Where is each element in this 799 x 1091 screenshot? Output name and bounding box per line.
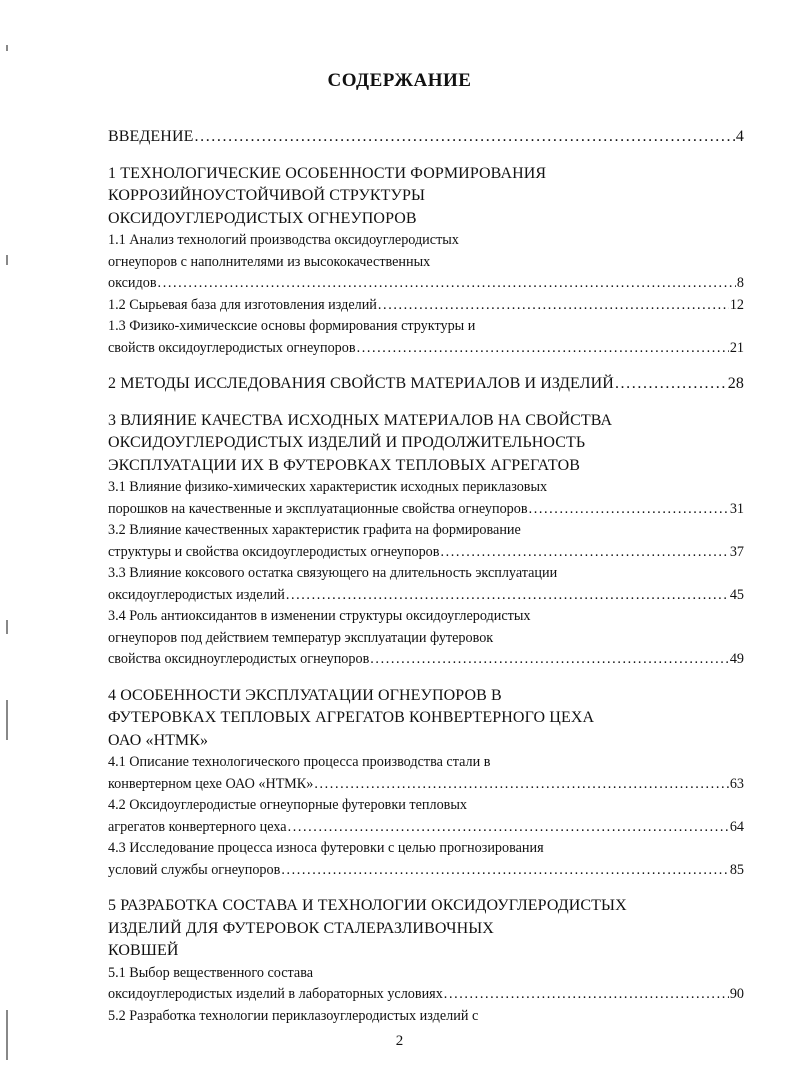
table-of-contents bbox=[108, 126, 744, 1027]
toc-entry-chapter-2[interactable] bbox=[108, 373, 744, 396]
chapter-3-heading-line: ЭКСПЛУАТАЦИИ ИХ В ФУТЕРОВКАХ ТЕПЛОВЫХ АГРЕГАТОВ bbox=[108, 456, 581, 474]
toc-page-number: 21 bbox=[729, 339, 744, 356]
leader-dots bbox=[357, 338, 729, 360]
scan-speck bbox=[6, 45, 8, 51]
toc-entry-3-4[interactable] bbox=[108, 649, 744, 671]
toc-entry-text: ВВЕДЕНИЕ bbox=[108, 128, 194, 145]
chapter-4-heading-line: 4 ОСОБЕННОСТИ ЭКСПЛУАТАЦИИ ОГНЕУПОРОВ В bbox=[108, 686, 502, 704]
chapter-5-heading-line: КОВШЕЙ bbox=[108, 942, 179, 959]
toc-entry-line: 1.1 Анализ технологий производства оксидоуглеродистых bbox=[108, 232, 459, 248]
chapter-3-heading-line: 3 ВЛИЯНИЕ КАЧЕСТВА ИСХОДНЫХ МАТЕРИАЛОВ НА СВОЙСТВА bbox=[108, 411, 613, 429]
toc-entry-text: оксидоуглеродистых изделий в лабораторных условиях bbox=[108, 986, 443, 1002]
leader-dots bbox=[444, 984, 729, 1006]
toc-entry-line: 5.1 Выбор вещественного состава bbox=[108, 964, 314, 981]
leader-dots bbox=[158, 273, 736, 295]
toc-page-number: 28 bbox=[727, 375, 744, 392]
page-title: СОДЕРЖАНИЕ bbox=[327, 70, 472, 91]
toc-entry-text: структуры и свойства оксидоуглеродистых огнеупоров bbox=[108, 543, 440, 560]
chapter-1-heading-line: КОРРОЗИЙНОУСТОЙЧИВОЙ СТРУКТУРЫ bbox=[108, 187, 426, 204]
toc-entry-line: 4.1 Описание технологического процесса производства стали в bbox=[108, 754, 491, 770]
toc-page-number: 49 bbox=[729, 651, 744, 667]
toc-entry-intro[interactable] bbox=[108, 126, 744, 149]
toc-page-number: 90 bbox=[729, 986, 744, 1002]
toc-entry-line: 3.2 Влияние качественных характеристик графита на формирование bbox=[108, 522, 521, 538]
chapter-5-heading-line: 5 РАЗРАБОТКА СОСТАВА И ТЕХНОЛОГИИ ОКСИДОУГЛЕРОДИСТЫХ bbox=[108, 897, 627, 914]
toc-page-number: 37 bbox=[729, 543, 744, 560]
toc-entry-3-3[interactable] bbox=[108, 585, 744, 607]
toc-page-number: 31 bbox=[729, 500, 744, 517]
leader-dots bbox=[286, 585, 729, 607]
toc-entry-4-3[interactable] bbox=[108, 860, 744, 882]
toc-entry-line: 3.3 Влияние коксового остатка связующего на длительность эксплуатации bbox=[108, 565, 558, 581]
toc-entry-line: огнеупоров под действием температур эксплуатации футеровок bbox=[108, 629, 494, 646]
toc-entry-text: оксидов bbox=[108, 275, 157, 291]
toc-entry-text: условий службы огнеупоров bbox=[108, 861, 281, 878]
leader-dots bbox=[281, 860, 729, 882]
toc-entry-text: 1.2 Сырьевая база для изготовления изделий bbox=[108, 296, 377, 313]
toc-entry-line: 4.2 Оксидоуглеродистые огнеупорные футеровки тепловых bbox=[108, 797, 467, 813]
leader-dots bbox=[195, 126, 735, 149]
toc-page-number: 12 bbox=[729, 296, 744, 313]
leader-dots bbox=[529, 499, 729, 521]
toc-entry-text: оксидоуглеродистых изделий bbox=[108, 586, 285, 603]
toc-entry-line: 1.3 Физико-химическсие основы формирования структуры и bbox=[108, 318, 476, 334]
toc-page-number: 85 bbox=[729, 861, 744, 878]
toc-entry-5-1[interactable] bbox=[108, 984, 744, 1006]
leader-dots bbox=[615, 373, 727, 396]
toc-entry-4-1[interactable] bbox=[108, 774, 744, 796]
chapter-4-heading-line: ОАО «НТМК» bbox=[108, 731, 209, 749]
toc-entry-4-2[interactable] bbox=[108, 817, 744, 839]
toc-entry-line: 4.3 Исследование процесса износа футеровки с целью прогнозирования bbox=[108, 840, 544, 856]
toc-page-number: 63 bbox=[729, 775, 744, 792]
toc-entry-line: 5.2 Разработка технологии периклазоуглеродистых изделий с bbox=[108, 1007, 479, 1024]
page-number: 2 bbox=[395, 1033, 404, 1049]
toc-page-number: 4 bbox=[735, 128, 744, 145]
leader-dots bbox=[370, 649, 729, 671]
scan-speck bbox=[6, 620, 8, 634]
leader-dots bbox=[440, 542, 728, 564]
leader-dots bbox=[314, 774, 728, 796]
toc-entry-text: свойств оксидоуглеродистых огнеупоров bbox=[108, 339, 356, 356]
chapter-3-heading-line: ОКСИДОУГЛЕРОДИСТЫХ ИЗДЕЛИЙ И ПРОДОЛЖИТЕЛЬНОСТЬ bbox=[108, 434, 586, 451]
toc-entry-1-3[interactable] bbox=[108, 338, 744, 360]
leader-dots bbox=[378, 295, 729, 317]
toc-page-number: 64 bbox=[729, 818, 744, 835]
toc-entry-1-2[interactable] bbox=[108, 295, 744, 317]
toc-entry-line: 3.1 Влияние физико-химических характеристик исходных периклазовых bbox=[108, 479, 548, 495]
toc-entry-3-1[interactable] bbox=[108, 499, 744, 521]
toc-entry-1-1[interactable] bbox=[108, 273, 744, 295]
scan-speck bbox=[6, 1010, 8, 1060]
toc-entry-text: свойства оксидноуглеродистых огнеупоров bbox=[108, 651, 370, 667]
toc-entry-line: огнеупоров с наполнителями из высококачественных bbox=[108, 253, 431, 270]
chapter-1-heading-line: ОКСИДОУГЛЕРОДИСТЫХ ОГНЕУПОРОВ bbox=[108, 209, 417, 227]
toc-entry-text: конвертерном цехе ОАО «НТМК» bbox=[108, 775, 314, 792]
chapter-4-heading-line: ФУТЕРОВКАХ ТЕПЛОВЫХ АГРЕГАТОВ КОНВЕРТЕРНОГО ЦЕХА bbox=[108, 709, 595, 726]
chapter-5-heading-line: ИЗДЕЛИЙ ДЛЯ ФУТЕРОВОК СТАЛЕРАЗЛИВОЧНЫХ bbox=[108, 919, 494, 937]
leader-dots bbox=[288, 817, 729, 839]
toc-entry-line: 3.4 Роль антиоксидантов в изменении структуры оксидоуглеродистых bbox=[108, 608, 531, 624]
toc-entry-text: порошков на качественные и эксплуатационные свойства огнеупоров bbox=[108, 500, 528, 517]
toc-page-number: 8 bbox=[736, 275, 744, 291]
toc-entry-text: 2 МЕТОДЫ ИССЛЕДОВАНИЯ СВОЙСТВ МАТЕРИАЛОВ И ИЗДЕЛИЙ bbox=[108, 375, 614, 392]
toc-entry-3-2[interactable] bbox=[108, 542, 744, 564]
toc-page-number: 45 bbox=[729, 586, 744, 603]
toc-entry-text: агрегатов конвертерного цеха bbox=[108, 818, 287, 835]
chapter-1-heading-line: 1 ТЕХНОЛОГИЧЕСКИЕ ОСОБЕННОСТИ ФОРМИРОВАНИЯ bbox=[108, 164, 547, 182]
scan-speck bbox=[6, 255, 8, 265]
scan-speck bbox=[6, 700, 8, 740]
